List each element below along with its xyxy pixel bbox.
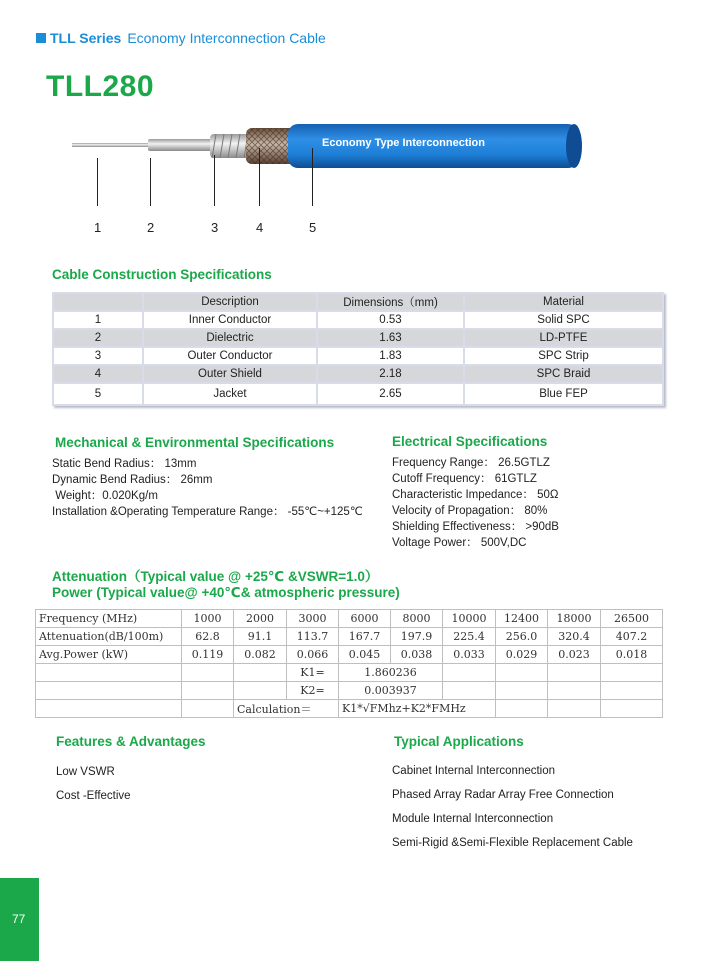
- table-cell: 91.1: [234, 628, 287, 646]
- table-cell: [443, 664, 496, 682]
- table-cell: 113.7: [287, 628, 339, 646]
- table-cell: Outer Conductor: [143, 347, 317, 365]
- table-header-cell: Description: [143, 293, 317, 311]
- table-cell: 1.860236: [339, 664, 443, 682]
- table-cell: Attenuation(dB/100m): [36, 628, 182, 646]
- table-cell: 0.003937: [339, 682, 443, 700]
- features-title: Features & Advantages: [56, 734, 206, 749]
- table-row: [36, 664, 663, 682]
- table-cell: [182, 682, 234, 700]
- table-cell: Jacket: [143, 383, 317, 405]
- list-item: Module Internal Interconnection: [392, 813, 554, 825]
- leader-line-1: [97, 158, 98, 206]
- table-cell: 18000: [548, 610, 601, 628]
- table-cell: Inner Conductor: [143, 311, 317, 329]
- table-cell: SPC Strip: [464, 347, 663, 365]
- applications-title: Typical Applications: [394, 734, 524, 749]
- construction-title: Cable Construction Specifications: [52, 267, 272, 282]
- table-cell: 10000: [443, 610, 496, 628]
- spec-line: Dynamic Bend Radius： 26mm: [52, 474, 213, 486]
- table-row: [53, 365, 663, 383]
- page-number: 77: [12, 912, 26, 926]
- table-cell: 2.65: [317, 383, 464, 405]
- table-cell: Dielectric: [143, 329, 317, 347]
- electrical-title: Electrical Specifications: [392, 434, 548, 449]
- table-cell: 256.0: [496, 628, 548, 646]
- table-cell: [496, 700, 548, 718]
- table-row: [53, 311, 663, 329]
- table-cell: 0.023: [548, 646, 601, 664]
- table-row: [53, 383, 663, 405]
- spec-line: Weight：0.020Kg/m: [52, 490, 158, 502]
- spec-line: Static Bend Radius： 13mm: [52, 458, 197, 470]
- table-cell: [234, 664, 287, 682]
- series-header: [36, 30, 326, 46]
- table-cell: [601, 664, 663, 682]
- mechanical-list: [52, 456, 363, 520]
- table-cell: 0.029: [496, 646, 548, 664]
- callout-3: 3: [211, 220, 219, 235]
- table-row: [36, 610, 663, 628]
- dielectric: [148, 139, 218, 151]
- table-cell: 6000: [339, 610, 391, 628]
- table-header-cell: [53, 293, 143, 311]
- table-cell: 0.045: [339, 646, 391, 664]
- table-cell: [601, 700, 663, 718]
- leader-line-5: [312, 148, 313, 206]
- table-cell: 2.18: [317, 365, 464, 383]
- table-cell: 5: [53, 383, 143, 405]
- table-cell: 1: [53, 311, 143, 329]
- table-cell: Avg.Power (kW): [36, 646, 182, 664]
- table-cell: K2=: [287, 682, 339, 700]
- spec-line: Cutoff Frequency： 61GTLZ: [392, 473, 537, 485]
- table-cell: [182, 664, 234, 682]
- inner-conductor: [72, 143, 152, 147]
- table-cell: 0.082: [234, 646, 287, 664]
- table-cell: [496, 664, 548, 682]
- table-cell: LD-PTFE: [464, 329, 663, 347]
- table-cell: [548, 700, 601, 718]
- list-item: Phased Array Radar Array Free Connection: [392, 789, 614, 801]
- table-cell: [496, 682, 548, 700]
- spec-line: Shielding Effectiveness： >90dB: [392, 521, 559, 533]
- table-cell: 2000: [234, 610, 287, 628]
- table-cell: 4: [53, 365, 143, 383]
- model-title: TLL280: [46, 70, 155, 103]
- table-cell: [548, 664, 601, 682]
- construction-table: [52, 292, 664, 406]
- table-cell: 0.53: [317, 311, 464, 329]
- spec-line: Frequency Range： 26.5GTLZ: [392, 457, 550, 469]
- leader-line-2: [150, 158, 151, 206]
- table-cell: [548, 682, 601, 700]
- callout-2: 2: [147, 220, 155, 235]
- spec-line: Voltage Power： 500V,DC: [392, 537, 527, 549]
- table-cell: 3000: [287, 610, 339, 628]
- table-cell: 8000: [391, 610, 443, 628]
- list-item: Semi-Rigid &Semi-Flexible Replacement Cable: [392, 837, 633, 849]
- table-cell: Blue FEP: [464, 383, 663, 405]
- table-cell: 26500: [601, 610, 663, 628]
- table-cell: 0.066: [287, 646, 339, 664]
- table-row: [36, 628, 663, 646]
- table-cell: Frequency (MHz): [36, 610, 182, 628]
- table-cell: 0.018: [601, 646, 663, 664]
- table-cell: 1.63: [317, 329, 464, 347]
- power-title: Power (Typical value@ +40℃& atmospheric pressure): [52, 585, 400, 600]
- table-header-row: [53, 293, 663, 311]
- spec-line: Installation &Operating Temperature Range： -55℃~+125℃: [52, 506, 363, 518]
- table-cell: Solid SPC: [464, 311, 663, 329]
- table-cell: 1000: [182, 610, 234, 628]
- table-cell: K1=: [287, 664, 339, 682]
- table-header-cell: Material: [464, 293, 663, 311]
- table-cell: 0.119: [182, 646, 234, 664]
- table-cell: 320.4: [548, 628, 601, 646]
- table-cell: [36, 700, 182, 718]
- list-item: Cabinet Internal Interconnection: [392, 765, 556, 777]
- electrical-list: [392, 455, 559, 551]
- table-cell: [182, 700, 234, 718]
- cable-label: Economy Type Interconnection: [322, 137, 485, 149]
- attenuation-title: Attenuation（Typical value @ +25℃ &VSWR=1.0）: [52, 569, 379, 584]
- table-cell: 407.2: [601, 628, 663, 646]
- spec-line: Velocity of Propagation： 80%: [392, 505, 548, 517]
- table-cell: [36, 664, 182, 682]
- table-cell: 197.9: [391, 628, 443, 646]
- table-cell: 2: [53, 329, 143, 347]
- series-subtitle: Economy Interconnection Cable: [127, 30, 326, 46]
- series-name: TLL Series: [50, 30, 122, 46]
- table-cell: 225.4: [443, 628, 496, 646]
- leader-line-4: [259, 148, 260, 206]
- table-cell: 62.8: [182, 628, 234, 646]
- list-item: Cost -Effective: [56, 790, 131, 802]
- table-cell: 12400: [496, 610, 548, 628]
- leader-line-3: [214, 155, 215, 206]
- attenuation-table: [35, 609, 663, 718]
- list-item: Low VSWR: [56, 766, 115, 778]
- table-cell: 0.038: [391, 646, 443, 664]
- table-cell: Outer Shield: [143, 365, 317, 383]
- table-cell: SPC Braid: [464, 365, 663, 383]
- table-cell: [234, 682, 287, 700]
- table-cell: 1.83: [317, 347, 464, 365]
- table-cell: Calculation＝: [234, 700, 339, 718]
- table-row: [53, 329, 663, 347]
- table-cell: K1*√FMhz+K2*FMHz: [339, 700, 496, 718]
- table-cell: 0.033: [443, 646, 496, 664]
- callout-5: 5: [309, 220, 317, 235]
- table-row: [36, 646, 663, 664]
- callout-1: 1: [94, 220, 102, 235]
- table-header-cell: Dimensions（mm): [317, 293, 464, 311]
- spec-line: Characteristic Impedance： 50Ω: [392, 489, 559, 501]
- table-row: [53, 347, 663, 365]
- mechanical-title: Mechanical & Environmental Specifications: [55, 435, 335, 450]
- table-cell: [36, 682, 182, 700]
- table-cell: [601, 682, 663, 700]
- table-cell: [443, 682, 496, 700]
- table-cell: 167.7: [339, 628, 391, 646]
- square-bullet-icon: [36, 33, 46, 43]
- callout-4: 4: [256, 220, 264, 235]
- table-row: [36, 700, 663, 718]
- table-cell: 3: [53, 347, 143, 365]
- table-row: [36, 682, 663, 700]
